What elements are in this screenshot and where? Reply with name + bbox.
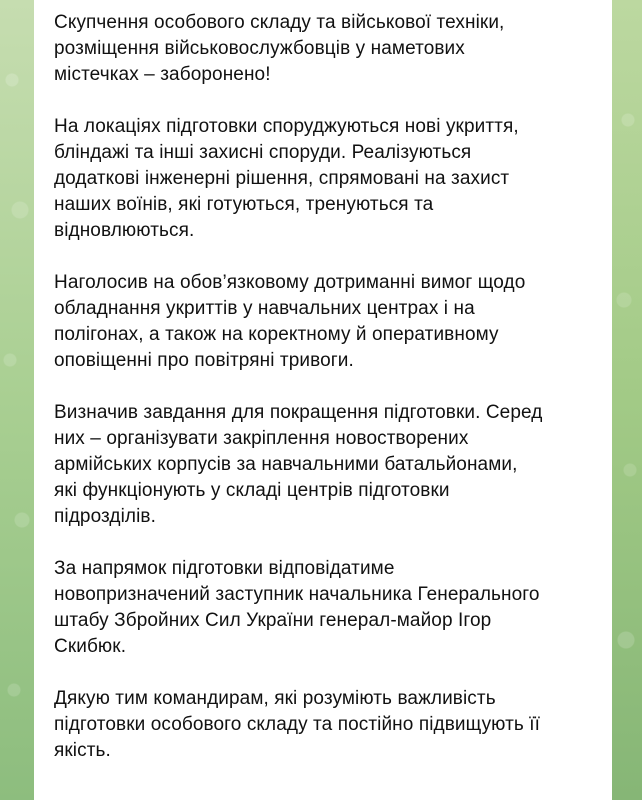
- message-line: них – організувати закріплення новостворених: [54, 428, 469, 449]
- message-line: розміщення військовослужбовців у наметових: [54, 38, 465, 59]
- message-line: обладнання укриттів у навчальних центрах і на: [54, 298, 475, 319]
- message-line: На локаціях підготовки споруджуються нові укриття,: [54, 116, 519, 137]
- message-paragraph-3: [54, 270, 592, 374]
- message-paragraph-6: [54, 686, 592, 764]
- message-line: Наголосив на обов’язковому дотриманні вимог щодо: [54, 272, 526, 293]
- message-line: які функціонують у складі центрів підготовки: [54, 480, 450, 501]
- message-paragraph-4: [54, 400, 592, 530]
- message-line: армійських корпусів за навчальними батальйонами,: [54, 454, 518, 475]
- message-paragraph-5: [54, 556, 592, 660]
- message-line: Дякую тим командирам, які розуміють важливість: [54, 688, 496, 709]
- message-line: Визначив завдання для покращення підготовки. Серед: [54, 402, 543, 423]
- message-line: новопризначений заступник начальника Генерального: [54, 584, 540, 605]
- message-line: містечках – заборонено!: [54, 64, 271, 85]
- message-line: Скупчення особового складу та військової техніки,: [54, 12, 505, 33]
- message-line: Скибюк.: [54, 636, 127, 657]
- message-line: наших воїнів, які готуються, тренуються та: [54, 194, 434, 215]
- message-line: бліндажі та інші захисні споруди. Реалізуються: [54, 142, 472, 163]
- chat-wallpaper-right: [612, 0, 642, 800]
- message-line: додаткові інженерні рішення, спрямовані на захист: [54, 168, 510, 189]
- message-bubble[interactable]: [34, 0, 612, 800]
- message-paragraph-2: [54, 114, 592, 244]
- message-line: якість.: [54, 740, 111, 761]
- message-line: підрозділів.: [54, 506, 156, 527]
- message-paragraph-1: [54, 10, 592, 88]
- message-line: За напрямок підготовки відповідатиме: [54, 558, 395, 579]
- message-line: підготовки особового складу та постійно підвищують її: [54, 714, 541, 735]
- message-line: штабу Збройних Сил України генерал-майор Ігор: [54, 610, 492, 631]
- message-line: полігонах, а також на коректному й оперативному: [54, 324, 499, 345]
- chat-wallpaper-left: [0, 0, 34, 800]
- message-line: відновлюються.: [54, 220, 195, 241]
- message-line: оповіщенні про повітряні тривоги.: [54, 350, 354, 371]
